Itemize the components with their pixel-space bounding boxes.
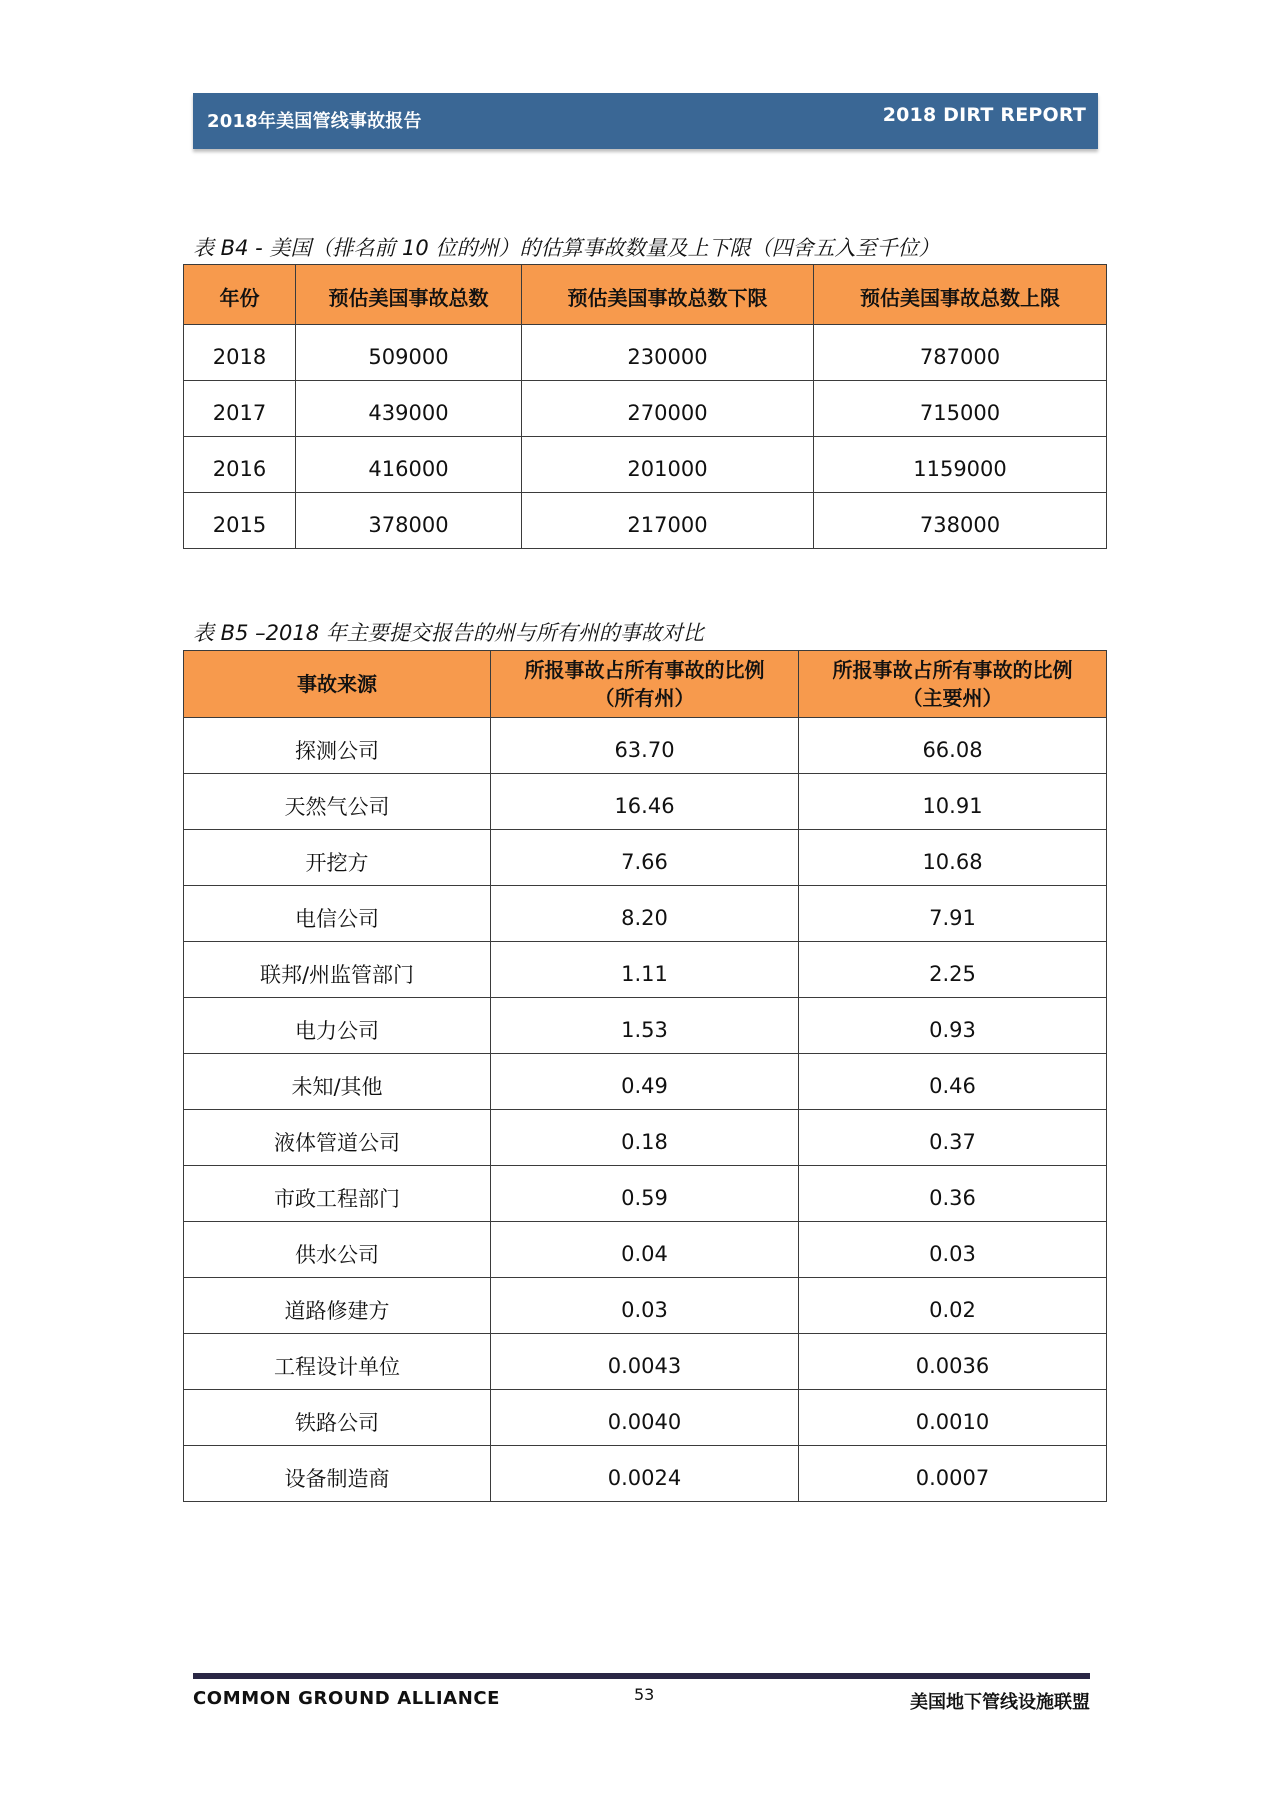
table-b4-header-row	[184, 265, 1107, 325]
cell-incident-source: 设备制造商	[184, 1446, 491, 1502]
cell-share-all-states: 0.49	[491, 1054, 799, 1110]
cell-lower-bound: 270000	[522, 381, 814, 437]
table-row	[184, 381, 1107, 437]
cell-share-major-states: 10.91	[799, 774, 1107, 830]
cell-incident-source: 联邦/州监管部门	[184, 942, 491, 998]
cell-estimated-total: 416000	[296, 437, 522, 493]
cell-incident-source: 开挖方	[184, 830, 491, 886]
cell-share-all-states: 0.0043	[491, 1334, 799, 1390]
cell-share-major-states: 0.37	[799, 1110, 1107, 1166]
table-row	[184, 1390, 1107, 1446]
column-header-year: 年份	[184, 265, 296, 325]
table-row	[184, 998, 1107, 1054]
table-row	[184, 493, 1107, 549]
table-b5-header-row	[184, 651, 1107, 718]
footer-organization-chinese: 美国地下管线设施联盟	[910, 1692, 1090, 1713]
cell-share-major-states: 7.91	[799, 886, 1107, 942]
cell-share-all-states: 0.59	[491, 1166, 799, 1222]
cell-share-major-states: 0.93	[799, 998, 1107, 1054]
table-row	[184, 1278, 1107, 1334]
cell-share-major-states: 2.25	[799, 942, 1107, 998]
cell-incident-source: 道路修建方	[184, 1278, 491, 1334]
page-number: 53	[634, 1685, 655, 1704]
table-row	[184, 718, 1107, 774]
cell-share-major-states: 0.0036	[799, 1334, 1107, 1390]
column-header-incident-source	[184, 651, 491, 718]
cell-share-major-states: 0.0010	[799, 1390, 1107, 1446]
cell-incident-source: 未知/其他	[184, 1054, 491, 1110]
cell-incident-source: 电力公司	[184, 998, 491, 1054]
table-b4-body	[184, 325, 1107, 549]
cell-share-all-states: 0.0040	[491, 1390, 799, 1446]
column-header-estimated-total: 预估美国事故总数	[296, 265, 522, 325]
report-header-band	[193, 93, 1098, 149]
column-header-incident-source-label: 事故来源	[297, 672, 377, 696]
report-title-chinese: 2018年美国管线事故报告	[207, 111, 422, 132]
cell-incident-source: 铁路公司	[184, 1390, 491, 1446]
cell-share-all-states: 7.66	[491, 830, 799, 886]
table-row	[184, 1166, 1107, 1222]
cell-share-all-states: 16.46	[491, 774, 799, 830]
cell-share-all-states: 8.20	[491, 886, 799, 942]
table-row	[184, 1054, 1107, 1110]
cell-share-major-states: 66.08	[799, 718, 1107, 774]
table-b5-body	[184, 718, 1107, 1502]
cell-share-major-states: 0.03	[799, 1222, 1107, 1278]
cell-share-major-states: 0.46	[799, 1054, 1107, 1110]
cell-incident-source: 电信公司	[184, 886, 491, 942]
cell-estimated-total: 439000	[296, 381, 522, 437]
cell-share-major-states: 0.02	[799, 1278, 1107, 1334]
table-b5	[183, 650, 1107, 1502]
cell-share-all-states: 63.70	[491, 718, 799, 774]
cell-upper-bound: 715000	[814, 381, 1107, 437]
cell-incident-source: 天然气公司	[184, 774, 491, 830]
table-row	[184, 830, 1107, 886]
cell-estimated-total: 378000	[296, 493, 522, 549]
table-row	[184, 325, 1107, 381]
table-row	[184, 1446, 1107, 1502]
cell-incident-source: 液体管道公司	[184, 1110, 491, 1166]
cell-lower-bound: 230000	[522, 325, 814, 381]
column-header-share-all-states-line1: 所报事故占所有事故的比例	[524, 658, 765, 682]
table-row	[184, 437, 1107, 493]
table-row	[184, 942, 1107, 998]
cell-upper-bound: 1159000	[814, 437, 1107, 493]
cell-share-all-states: 0.0024	[491, 1446, 799, 1502]
cell-incident-source: 供水公司	[184, 1222, 491, 1278]
column-header-estimated-lower-bound: 预估美国事故总数下限	[522, 265, 814, 325]
cell-share-all-states: 1.11	[491, 942, 799, 998]
footer-rule	[193, 1673, 1090, 1679]
table-b5-caption: 表 B5 –2018 年主要提交报告的州与所有州的事故对比	[193, 621, 704, 645]
table-row	[184, 774, 1107, 830]
cell-share-all-states: 0.03	[491, 1278, 799, 1334]
column-header-share-major-states	[799, 651, 1107, 718]
footer-organization-english: COMMON GROUND ALLIANCE	[193, 1688, 501, 1709]
table-row	[184, 1222, 1107, 1278]
table-row	[184, 1110, 1107, 1166]
table-b4-caption: 表 B4 - 美国（排名前 10 位的州）的估算事故数量及上下限（四舍五入至千位）	[193, 236, 940, 260]
cell-year: 2017	[184, 381, 296, 437]
cell-lower-bound: 217000	[522, 493, 814, 549]
column-header-share-major-states-line2: （主要州）	[902, 686, 1003, 710]
cell-year: 2015	[184, 493, 296, 549]
table-row	[184, 886, 1107, 942]
cell-upper-bound: 787000	[814, 325, 1107, 381]
cell-share-all-states: 1.53	[491, 998, 799, 1054]
table-row	[184, 1334, 1107, 1390]
cell-incident-source: 探测公司	[184, 718, 491, 774]
cell-share-all-states: 0.18	[491, 1110, 799, 1166]
report-title-english: 2018 DIRT REPORT	[882, 104, 1086, 126]
table-b4	[183, 264, 1107, 549]
column-header-share-all-states	[491, 651, 799, 718]
cell-incident-source: 市政工程部门	[184, 1166, 491, 1222]
cell-year: 2016	[184, 437, 296, 493]
column-header-share-all-states-line2: （所有州）	[594, 686, 695, 710]
cell-share-major-states: 10.68	[799, 830, 1107, 886]
cell-share-all-states: 0.04	[491, 1222, 799, 1278]
cell-share-major-states: 0.0007	[799, 1446, 1107, 1502]
cell-lower-bound: 201000	[522, 437, 814, 493]
cell-year: 2018	[184, 325, 296, 381]
cell-upper-bound: 738000	[814, 493, 1107, 549]
cell-share-major-states: 0.36	[799, 1166, 1107, 1222]
column-header-estimated-upper-bound: 预估美国事故总数上限	[814, 265, 1107, 325]
cell-estimated-total: 509000	[296, 325, 522, 381]
column-header-share-major-states-line1: 所报事故占所有事故的比例	[832, 658, 1073, 682]
cell-incident-source: 工程设计单位	[184, 1334, 491, 1390]
